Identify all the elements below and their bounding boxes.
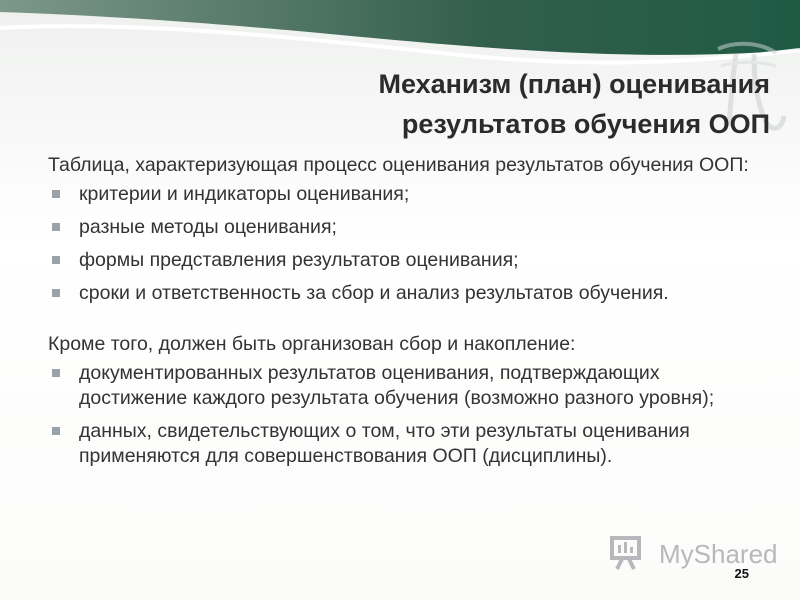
slide-title-line-2: результатов обучения ООП xyxy=(401,109,770,139)
square-bullet-icon xyxy=(52,223,60,231)
list-item-text: критерии и индикаторы оценивания; xyxy=(79,183,410,205)
second-intro-paragraph: Кроме того, должен быть организован сбор и накопление: xyxy=(48,333,576,355)
list-item-text: данных, свидетельствующих о том, что эти результаты оценивания применяются для совершенствования ООП (дисциплины). xyxy=(79,420,690,467)
list-item xyxy=(48,361,768,411)
section-spacer xyxy=(48,314,768,332)
list-item xyxy=(48,182,768,207)
list-item-text: сроки и ответственность за сбор и анализ результатов обучения. xyxy=(79,282,669,304)
list-item xyxy=(48,419,768,469)
list-item xyxy=(48,215,768,240)
list-item-text: формы представления результатов оценивания; xyxy=(79,249,519,271)
slide-title xyxy=(210,64,770,144)
slide-page-number: 25 xyxy=(734,566,749,581)
assessment-components-list xyxy=(48,182,768,306)
intro-paragraph: Таблица, характеризующая процесс оценивания результатов обучения ООП: xyxy=(48,154,749,176)
slide-content xyxy=(48,153,768,477)
myshared-watermark xyxy=(609,532,779,574)
collection-items-list xyxy=(48,361,768,469)
watermark-text: MyShared xyxy=(659,539,778,569)
square-bullet-icon xyxy=(52,427,60,435)
list-item-text: разные методы оценивания; xyxy=(79,216,337,238)
slide-title-line-1: Механизм (план) оценивания xyxy=(378,69,770,99)
square-bullet-icon xyxy=(52,369,60,377)
square-bullet-icon xyxy=(52,289,60,297)
square-bullet-icon xyxy=(52,256,60,264)
list-item xyxy=(48,248,768,273)
presentation-board-icon xyxy=(609,532,651,570)
list-item-text: документированных результатов оценивания, подтверждающих достижение каждого результата обучения (возможно разного уровня); xyxy=(79,362,715,409)
square-bullet-icon xyxy=(52,190,60,198)
list-item xyxy=(48,281,768,306)
